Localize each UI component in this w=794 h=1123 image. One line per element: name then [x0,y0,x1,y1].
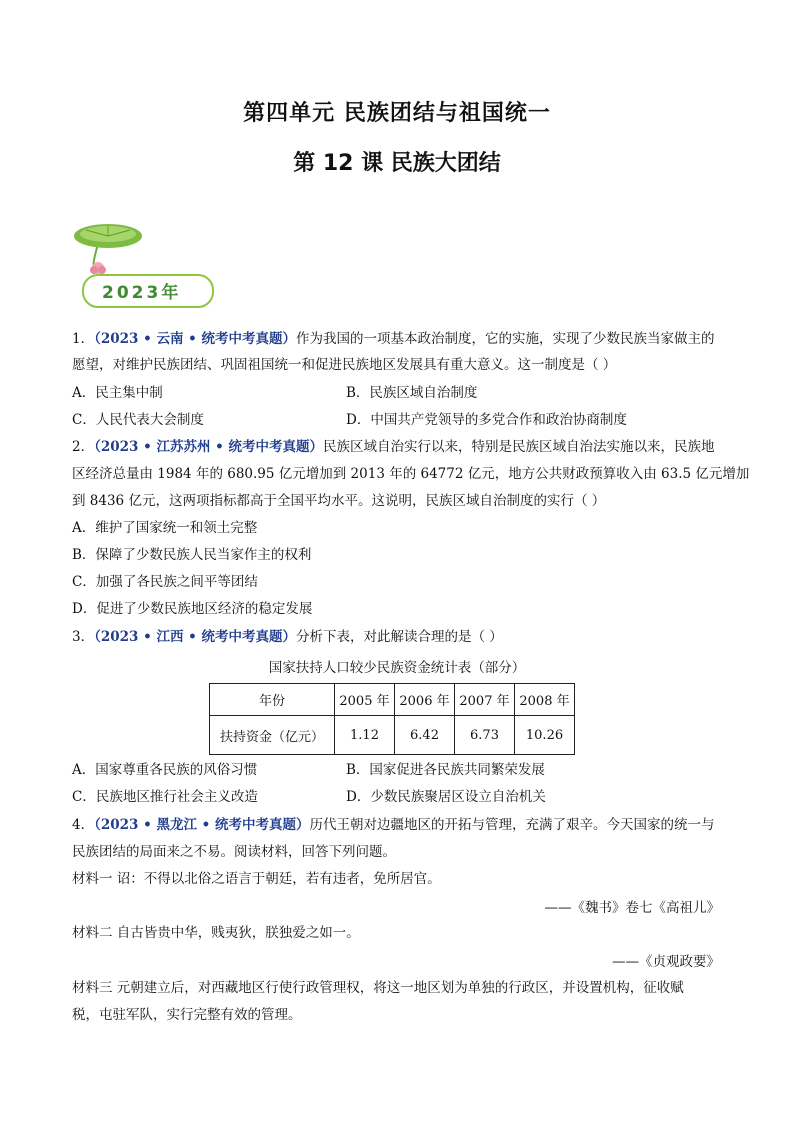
q4-stem-text: 历代王朝对边疆地区的开拓与管理，充满了艰辛。今天国家的统一与 [309,817,715,833]
q2-option-b: B．保障了少数民族人民当家作主的权利 [72,547,312,563]
q4-material2-source: ——《贞观政要》 [612,954,720,970]
q3-stem-line1 [72,627,503,647]
q1-option-d: D．中国共产党领导的多党合作和政治协商制度 [346,412,627,428]
q2-stem-line2: 区经济总量由 1984 年的 680.95 亿元增加到 2013 年的 64772 亿元，地方公共财政预算收入由 63.5 亿元增加 [72,466,750,482]
q1-number: 1． [72,331,95,347]
q1-option-b: B．民族区域自治制度 [346,385,478,401]
q1-stem-text: 作为我国的一项基本政治制度，它的实施，实现了少数民族当家做主的 [295,331,715,347]
unit-title: 第四单元 民族团结与祖国统一 [243,101,551,126]
q3-number: 3． [72,629,95,645]
table-header-row [210,684,575,716]
q4-source: （2023 • 黑龙江 • 统考中考真题） [94,817,310,833]
table-cell: 6.73 [455,716,515,755]
table-header-cell: 年份 [210,684,335,716]
q2-option-a: A．维护了国家统一和领土完整 [72,520,258,536]
funding-table [209,683,575,755]
q3-option-b: B．国家促进各民族共同繁荣发展 [346,762,545,778]
q3-stem-text: 分析下表，对此解读合理的是（ ） [295,629,503,645]
table-caption: 国家扶持人口较少民族资金统计表（部分） [268,660,526,676]
q2-option-c: C．加强了各民族之间平等团结 [72,574,258,590]
q1-option-c: C．人民代表大会制度 [72,412,204,428]
table-header-cell: 2006 年 [395,684,455,716]
table-header-cell: 2008 年 [515,684,575,716]
q4-stem-line1 [72,815,714,835]
table-cell: 6.42 [395,716,455,755]
q3-option-a: A．国家尊重各民族的风俗习惯 [72,762,258,778]
q4-material1: 材料一 诏：不得以北俗之语言于朝廷，若有违者，免所居官。 [72,871,441,887]
q4-number: 4． [72,817,95,833]
q3-option-d: D．少数民族聚居区设立自治机关 [346,789,546,805]
table-header-cell: 2007 年 [455,684,515,716]
q2-option-d: D．促进了少数民族地区经济的稳定发展 [72,601,313,617]
year-badge [72,222,222,312]
table-header-cell: 2005 年 [335,684,395,716]
q2-number: 2． [72,439,95,455]
table-cell: 扶持资金（亿元） [210,716,335,755]
lesson-title: 第 12 课 民族大团结 [293,151,501,176]
q3-source: （2023 • 江西 • 统考中考真题） [94,629,296,645]
q2-source: （2023 • 江苏苏州 • 统考中考真题） [94,439,323,455]
q1-stem-line2: 愿望，对维护民族团结、巩固祖国统一和促进民族地区发展具有重大意义。这一制度是（ ） [72,357,617,373]
q3-option-c: C．民族地区推行社会主义改造 [72,789,258,805]
q2-stem-text: 民族区域自治实行以来，特别是民族区域自治法实施以来，民族地 [322,439,715,455]
q2-stem-line1 [72,437,714,457]
q4-material2: 材料二 自古皆贵中华，贱夷狄，朕独爱之如一。 [72,925,360,941]
q1-option-a: A．民主集中制 [72,385,163,401]
table-cell: 10.26 [515,716,575,755]
q1-stem-line1 [72,329,714,349]
q2-stem-line3: 到 8436 亿元，这两项指标都高于全国平均水平。这说明，民族区域自治制度的实行（ ） [72,493,606,509]
q4-material1-source: ——《魏书》卷七《高祖儿》 [544,900,720,916]
q1-source: （2023 • 云南 • 统考中考真题） [94,331,296,347]
year-label: 2023年 [102,283,182,303]
table-cell: 1.12 [335,716,395,755]
q4-material3-line1: 材料三 元朝建立后，对西藏地区行使行政管理权，将这一地区划为单独的行政区，并设置机构，征收赋 [72,980,684,996]
q4-stem-line2: 民族团结的局面来之不易。阅读材料，回答下列问题。 [72,844,396,860]
table-row [210,716,575,755]
q4-material3-line2: 税，屯驻军队，实行完整有效的管理。 [72,1007,302,1023]
